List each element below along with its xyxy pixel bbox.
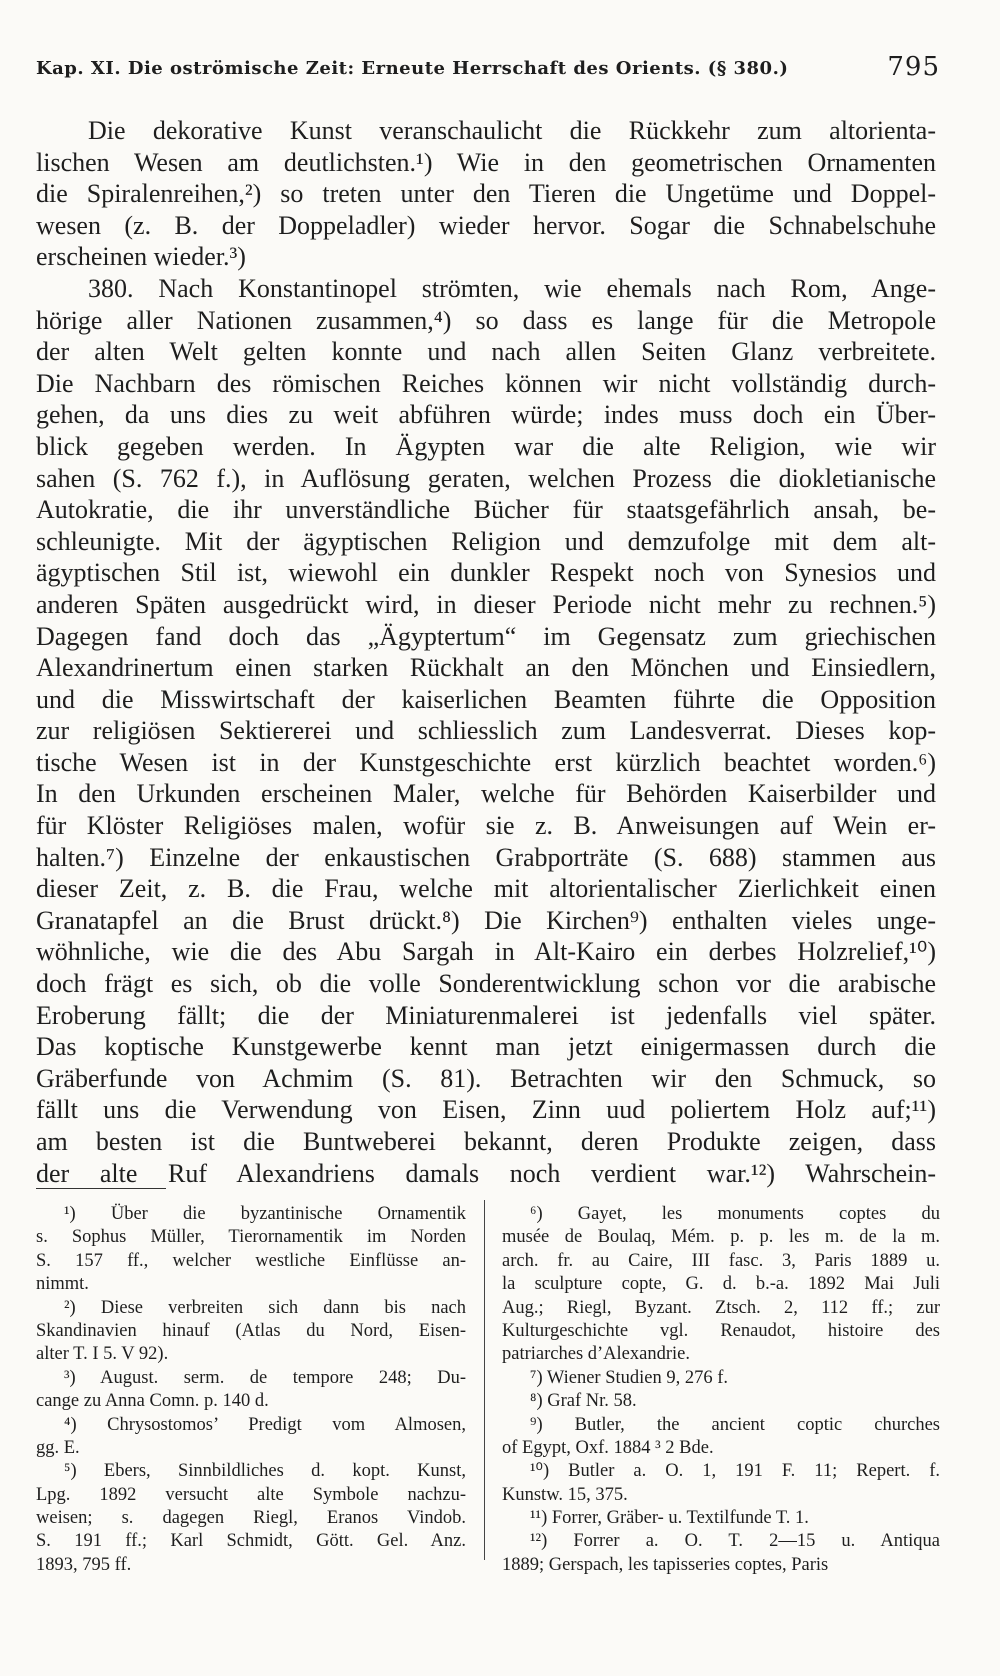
footnote-line: ⁶) Gayet, les monuments coptes du	[530, 1204, 940, 1224]
text-line: wesen (z. B. der Doppeladler) wieder hervor. Sogar die Schnabelschuhe	[36, 210, 936, 240]
footnote-line: ⁷) Wiener Studien 9, 276 f.	[530, 1367, 729, 1388]
text-line: zur religiösen Sektiererei und schliesslich zum Landesverrat. Dieses kop-	[36, 716, 936, 746]
footnote-line: ³) August. serm. de tempore 248; Du-	[64, 1367, 466, 1388]
text-line: Die dekorative Kunst veranschaulicht die Rückkehr zum altorienta-	[88, 116, 936, 145]
text-line: Dagegen fand doch das „Ägyptertum“ im Gegensatz zum griechischen	[36, 621, 936, 651]
footnote-line: musée de Boulaq, Mém. p. p. les m. de la m.	[502, 1227, 940, 1248]
footnote-line: 1889; Gerspach, les tapisseries coptes, Paris	[502, 1554, 829, 1575]
footnote-line: ⁸) Graf Nr. 58.	[530, 1391, 637, 1412]
text-line: blick gegeben werden. In Ägypten war die alte Religion, wie wir	[36, 431, 936, 461]
footnote-line: ¹²) Forrer a. O. T. 2—15 u. Antiqua	[530, 1531, 940, 1552]
footnote-line: ⁴) Chrysostomos’ Predigt vom Almosen,	[64, 1414, 466, 1435]
footnote-line: weisen; s. dagegen Riegl, Eranos Vindob.	[36, 1508, 466, 1529]
text-line: Die Nachbarn des römischen Reiches können wir nicht vollständig durch-	[36, 368, 936, 398]
footnote-line: patriarches d’Alexandrie.	[502, 1344, 690, 1365]
footnote-line: Aug.; Riegl, Byzant. Ztsch. 2, 112 ff.; zur	[502, 1297, 940, 1318]
text-line: Eroberung fällt; die der Miniaturenmalerei ist jedenfalls viel später.	[36, 1000, 936, 1030]
footnote-line: of Egypt, Oxf. 1884 ³ 2 Bde.	[502, 1437, 714, 1458]
text-line: und die Misswirtschaft der kaiserlichen Beamten führte die Opposition	[36, 684, 936, 714]
footnote-line: alter T. I 5. V 92).	[36, 1344, 169, 1365]
footnote-line: ⁹) Butler, the ancient coptic churches	[530, 1414, 940, 1435]
footnote-line: ¹¹) Forrer, Gräber- u. Textilfunde T. 1.	[530, 1508, 809, 1529]
text-line: Alexandrinertum einen starken Rückhalt an den Mönchen und Einsiedlern,	[36, 653, 936, 683]
text-line: der alte Ruf Alexandriens damals noch verdient war.¹²) Wahrschein-	[36, 1158, 936, 1188]
text-line: hörige aller Nationen zusammen,⁴) so dass es lange für die Metropole	[36, 305, 936, 335]
main-text	[36, 115, 936, 1189]
page-number: 795	[887, 52, 940, 82]
text-line: der alten Welt gelten konnte und nach allen Seiten Glanz verbreitete.	[36, 337, 936, 367]
footnote-line: ¹) Über die byzantinische Ornamentik	[64, 1204, 466, 1224]
footnotes-left-column	[36, 1203, 466, 1577]
footnote-line: Kunstw. 15, 375.	[502, 1484, 628, 1505]
footnote-line: s. Sophus Müller, Tierornamentik im Norden	[36, 1227, 466, 1248]
text-line: sahen (S. 762 f.), in Auflösung geraten, welchen Prozess die diokletianische	[36, 463, 936, 493]
text-line: ägyptischen Stil ist, wiewohl ein dunkler Respekt noch von Synesios und	[36, 558, 936, 588]
footnote-line: Lpg. 1892 versucht alte Symbole nachzu-	[36, 1484, 466, 1505]
footnote-separator	[36, 1188, 166, 1189]
text-line: gehen, da uns dies zu weit abführen würde; indes muss doch ein Über-	[36, 400, 936, 430]
footnotes-right-column	[502, 1203, 940, 1577]
text-line: wöhnliche, wie die des Abu Sargah in Alt-Kairo ein derbes Holzrelief,¹⁰)	[36, 937, 936, 967]
chapter-heading: Kap. XI. Die oströmische Zeit: Erneute Herrschaft des Orients. (§ 380.)	[36, 58, 789, 79]
footnote-line: cange zu Anna Comn. p. 140 d.	[36, 1391, 269, 1412]
footnote-line: S. 191 ff.; Karl Schmidt, Gött. Gel. Anz.	[36, 1531, 466, 1552]
text-line: Gräberfunde von Achmim (S. 81). Betrachten wir den Schmuck, so	[36, 1063, 936, 1093]
text-line: tische Wesen ist in der Kunstgeschichte erst kürzlich beachtet worden.⁶)	[36, 747, 936, 777]
text-line: Autokratie, die ihr unverständliche Bücher für staatsgefährlich ansah, be-	[36, 495, 936, 525]
text-line: 380. Nach Konstantinopel strömten, wie ehemals nach Rom, Ange-	[88, 273, 936, 303]
running-header	[36, 50, 940, 90]
footnote-line: ²) Diese verbreiten sich dann bis nach	[64, 1297, 466, 1318]
footnote-line: gg. E.	[36, 1437, 80, 1458]
footnote-line: nimmt.	[36, 1274, 89, 1295]
footnote-line: Kulturgeschichte vgl. Renaudot, histoire des	[502, 1320, 940, 1341]
text-line: die Spiralenreihen,²) so treten unter den Tieren die Ungetüme und Doppel-	[36, 179, 936, 209]
text-line: anderen Späten ausgedrückt wird, in dieser Periode nicht mehr zu rechnen.⁵)	[36, 589, 936, 619]
text-line: fällt uns die Verwendung von Eisen, Zinn uud poliertem Holz auf;¹¹)	[36, 1095, 936, 1125]
footnote-line: 1893, 795 ff.	[36, 1554, 132, 1575]
column-divider	[484, 1200, 485, 1560]
footnote-line: ⁵) Ebers, Sinnbildliches d. kopt. Kunst,	[64, 1461, 466, 1482]
text-line: halten.⁷) Einzelne der enkaustischen Grabporträte (S. 688) stammen aus	[36, 842, 936, 872]
text-line: erscheinen wieder.³)	[36, 242, 246, 272]
footnote-line: S. 157 ff., welcher westliche Einflüsse an-	[36, 1250, 466, 1271]
text-line: doch frägt es sich, ob die volle Sonderentwicklung schon vor die arabische	[36, 969, 936, 999]
footnote-line: Skandinavien hinauf (Atlas du Nord, Eisen-	[36, 1320, 466, 1341]
text-line: Das koptische Kunstgewerbe kennt man jetzt einigermassen durch die	[36, 1032, 936, 1062]
text-line: Granatapfel an die Brust drückt.⁸) Die Kirchen⁹) enthalten vieles unge-	[36, 905, 936, 935]
text-line: schleunigte. Mit der ägyptischen Religion und demzufolge mit dem alt-	[36, 526, 936, 556]
text-line: am besten ist die Buntweberei bekannt, deren Produkte zeigen, dass	[36, 1127, 936, 1156]
footnote-line: la sculpture copte, G. d. b.-a. 1892 Mai Juli	[502, 1274, 940, 1295]
footnote-line: ¹⁰) Butler a. O. 1, 191 F. 11; Repert. f.	[530, 1461, 940, 1482]
text-line: für Klöster Religiöses malen, wofür sie z. B. Anweisungen auf Wein er-	[36, 811, 936, 841]
footnote-line: arch. fr. au Caire, III fasc. 3, Paris 1889 u.	[502, 1250, 940, 1271]
text-line: In den Urkunden erscheinen Maler, welche für Behörden Kaiserbilder und	[36, 779, 936, 809]
text-line: dieser Zeit, z. B. die Frau, welche mit altorientalischer Zierlichkeit einen	[36, 874, 936, 904]
text-line: lischen Wesen am deutlichsten.¹) Wie in den geometrischen Ornamenten	[36, 147, 936, 177]
